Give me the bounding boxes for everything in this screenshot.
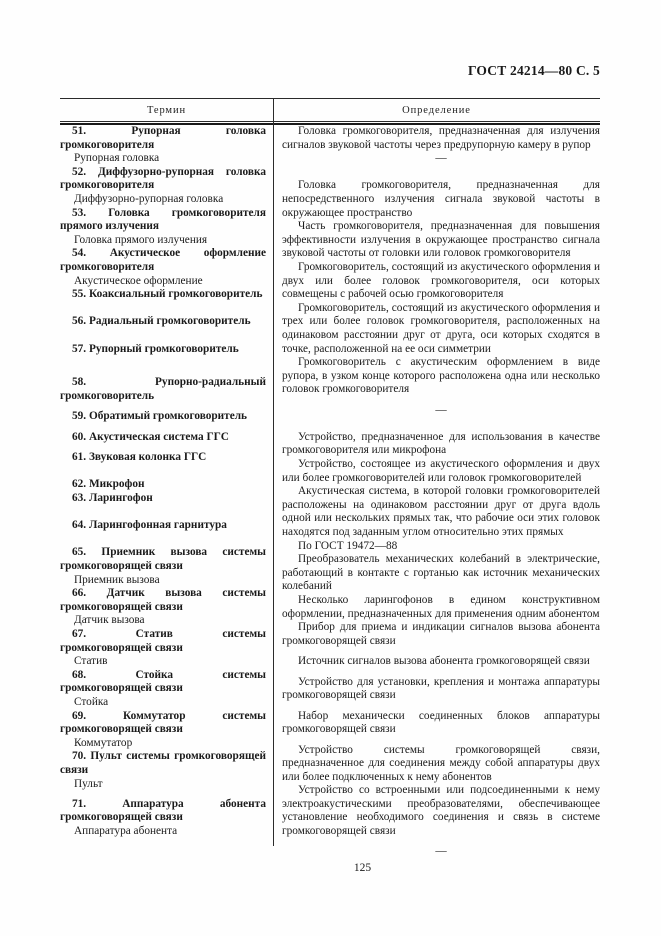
term-synonym: Головка прямого излучения [74, 233, 208, 246]
definition-entry: По ГОСТ 19472—88 [298, 539, 398, 552]
vertical-spacer [282, 417, 600, 431]
term-entry: 61. Звуковая колонка ГГС [72, 451, 207, 464]
page-header-standard-number: ГОСТ 24214—80 С. 5 [467, 63, 600, 78]
term-entry: 69. Коммутатор системы громкоговорящей связи [60, 709, 266, 736]
vertical-spacer [282, 737, 600, 744]
term-synonym: Акустическое оформление [74, 274, 203, 287]
term-synonym: Статив [74, 655, 108, 668]
definition-entry: Громкоговоритель, состоящий из акустического оформления и трех или более головок громкоговорителя, расположенных на одинаковом расстоянии друг от друга, оси которых сходятся в точке, расположенной на ее оси симметрии [282, 301, 600, 355]
term-entry: 63. Ларингофон [72, 492, 153, 505]
terms-definitions-table [60, 98, 600, 858]
vertical-spacer [282, 703, 600, 710]
vertical-spacer [60, 791, 266, 798]
term-entry: 54. Акустическое оформление громкоговорителя [60, 247, 266, 273]
term-entry: 66. Датчик вызова системы громкоговорящей связи [60, 587, 266, 613]
term-synonym: Рупорная головка [74, 152, 160, 165]
definition-entry: Преобразователь механических колебаний в электрические, работающий в контакте с гортанью как источник механических колебаний [282, 553, 600, 593]
term-entry: 64. Ларингофонная гарнитура [72, 519, 227, 532]
term-entry: 53. Головка громкоговорителя прямого излучения [60, 206, 266, 233]
term-entry: 65. Приемник вызова системы громкоговорящей связи [60, 546, 266, 572]
definition-entry: Акустическая система, в которой головки громкоговорителей расположены на одинаковом расстоянии друг от друга вдоль одной или нескольких прямых так, что рабочие оси этих головок находятся под заданным углом относительно этих прямых [282, 485, 600, 539]
term-entry: 68. Стойка системы громкоговорящей связи [60, 668, 266, 695]
column-header-term: Термин [146, 104, 187, 116]
term-entry: 55. Коаксиальный громкоговоритель [72, 288, 263, 301]
term-entry: 67. Статив системы громкоговорящей связи [60, 627, 266, 654]
term-entry: 59. Обратимый громкоговоритель [72, 410, 248, 423]
term-synonym: Аппаратура абонента [74, 825, 178, 838]
vertical-spacer [282, 839, 600, 846]
term-entry: 58. Рупорно-радиальный громкоговоритель [60, 376, 266, 403]
vertical-spacer [60, 356, 266, 376]
definition-entry: Громкоговоритель с акустическим оформлением в виде рупора, в узком конце которого расположена одна или несколько головок громкоговорителя [282, 356, 600, 396]
definition-entry: Источник сигналов вызова абонента громкоговорящей связи [298, 655, 590, 668]
vertical-spacer [60, 404, 266, 411]
column-header-definition: Определение [402, 104, 471, 116]
definition-entry: Набор механически соединенных блоков аппаратуры громкоговорящей связи [282, 709, 600, 736]
term-synonym: Коммутатор [74, 736, 133, 749]
definition-entry: Устройство, предназначенное для использования в качестве громкоговорителя или микрофона [282, 430, 600, 457]
term-entry: 51. Рупорная головка громкоговорителя [60, 125, 266, 151]
definition-empty-dash: — [435, 845, 447, 858]
vertical-spacer [282, 648, 600, 655]
definition-entry: Несколько ларингофонов в едином конструктивном оформлении, предназначенных для применения одним абонентом [282, 593, 600, 620]
definitions-column [282, 125, 600, 859]
terms-column [60, 125, 266, 839]
term-synonym: Приемник вызова [74, 573, 160, 586]
definition-entry: Устройство системы громкоговорящей связи, предназначенное для соединения между собой аппаратуры двух или более подключенных к нему абонентов [282, 743, 600, 783]
vertical-spacer [60, 329, 266, 343]
table-column-divider [273, 98, 274, 846]
definition-entry: Громкоговоритель, состоящий из акустического оформления и двух или более головок громкоговорителя, оси которых совмещены с рабочей осью громкоговорителя [282, 260, 600, 301]
definition-entry: Устройство для установки, крепления и монтажа аппаратуры громкоговорящей связи [282, 675, 600, 702]
vertical-spacer [60, 533, 266, 547]
vertical-spacer [282, 397, 600, 404]
term-entry: 62. Микрофон [72, 478, 145, 491]
definition-entry: Устройство, состоящее из акустического оформления и двух или более громкоговорителей или головок громкоговорителей [282, 458, 600, 484]
vertical-spacer [60, 506, 266, 520]
term-entry: 52. Диффузорно-рупорная головка громкоговорителя [60, 165, 266, 192]
term-entry: 71. Аппаратура абонента громкоговорящей связи [60, 797, 266, 824]
vertical-spacer [60, 444, 266, 451]
term-synonym: Датчик вызова [74, 614, 145, 627]
vertical-spacer [60, 465, 266, 479]
definition-entry: Головка громкоговорителя, предназначенная для непосредственного излучения сигнала звуковой частоты в окружающее пространство [282, 179, 600, 219]
definition-entry: Устройство со встроенными или подсоединенными к нему электроакустическими преобразователями, обеспечивающее установление необходимого соединения и связь в системе громкоговорящей связи [282, 784, 600, 838]
definition-empty-dash: — [435, 403, 447, 416]
page-number-footer [0, 862, 661, 874]
term-synonym: Пульт [74, 777, 103, 790]
term-entry: 56. Радиальный громкоговоритель [72, 315, 251, 328]
definition-entry: Прибор для приема и индикации сигналов вызова абонента громкоговорящей связи [282, 621, 600, 647]
vertical-spacer [282, 166, 600, 180]
definition-entry: Головка громкоговорителя, предназначенная для излучения сигналов звуковой частоты через предрупорную камеру в рупор [282, 125, 600, 151]
table-header-row [60, 99, 600, 121]
vertical-spacer [282, 669, 600, 676]
term-synonym: Диффузорно-рупорная головка [74, 192, 224, 205]
term-synonym: Стойка [74, 695, 109, 708]
term-entry: 57. Рупорный громкоговоритель [72, 342, 239, 355]
definition-empty-dash: — [435, 152, 447, 165]
term-entry: 60. Акустическая система ГГС [72, 430, 229, 443]
vertical-spacer [60, 424, 266, 431]
vertical-spacer [60, 302, 266, 316]
term-entry: 70. Пульт системы громкоговорящей связи [60, 750, 266, 776]
definition-entry: Часть громкоговорителя, предназначенная для повышения эффективности излучения в окружающее пространство сигнала звуковой частоты от головки или головок громкоговорителя [282, 220, 600, 260]
page-number-value: 125 [353, 862, 372, 874]
